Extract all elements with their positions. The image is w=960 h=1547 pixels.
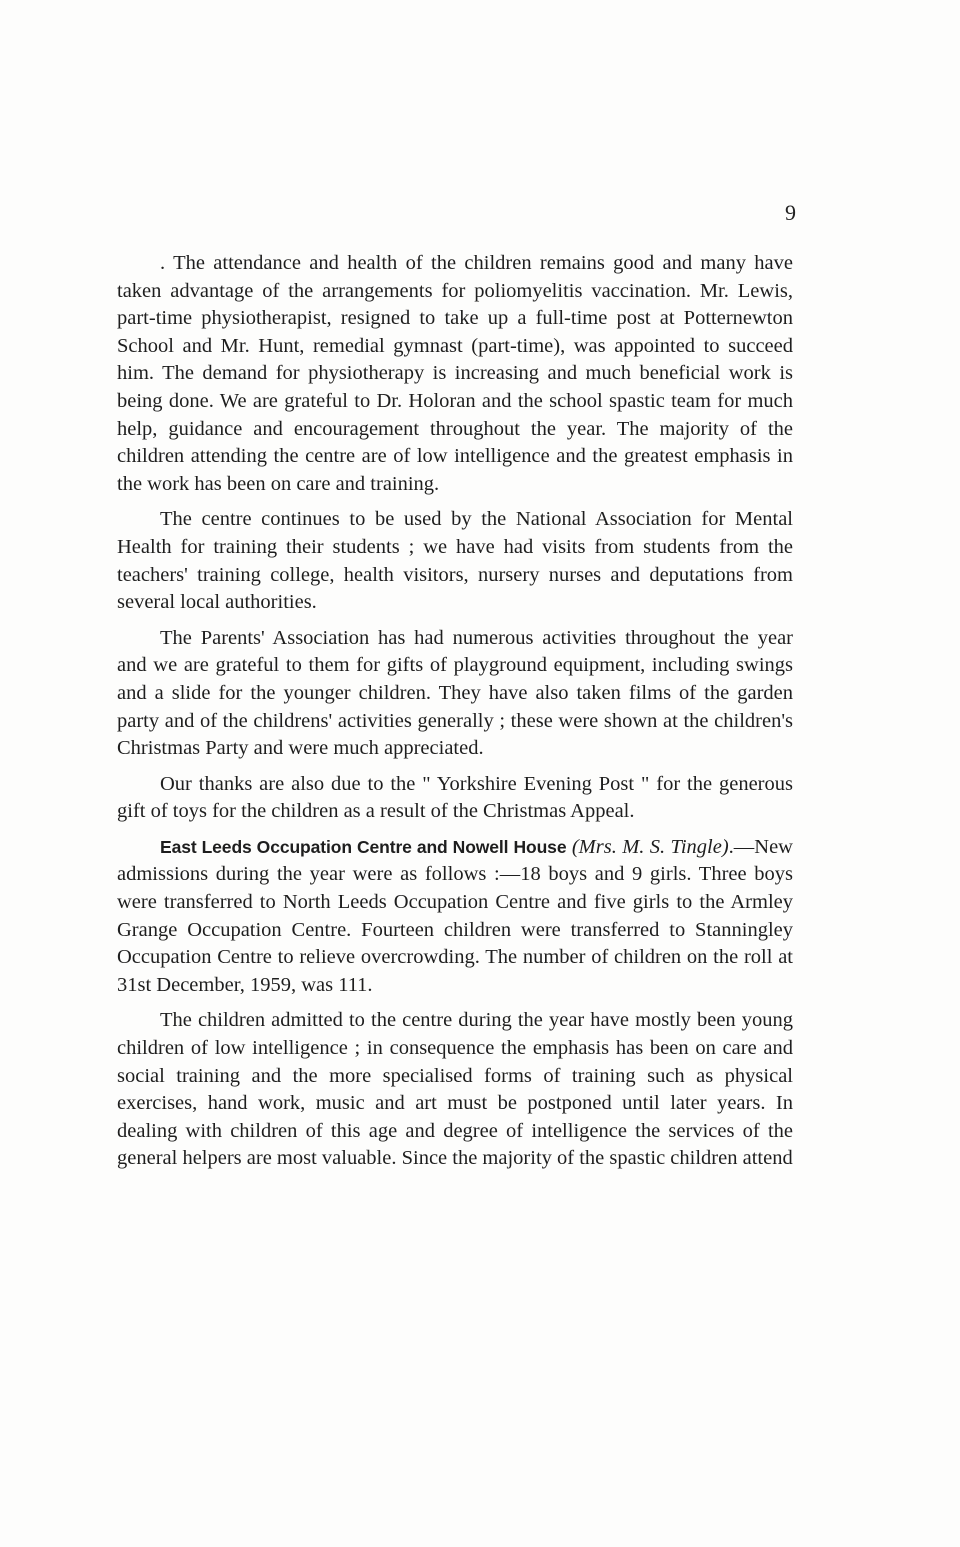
paragraph-thanks: Our thanks are also due to the " Yorkshire Evening Post " for the generous gift of toys for the children as a result of the Christmas Appeal.	[117, 772, 793, 823]
paragraph-east-leeds	[117, 834, 793, 1000]
attribution: (Mrs. M. S. Tingle)	[571, 835, 729, 858]
paragraph-admissions: The children admitted to the centre during the year have mostly been young children of low intelligence ; in consequence the emphasis has been on care and social training and the more specialised forms of training such as physical exercises, hand work, music and art must be postponed until later years. In dealing with children of this age and degree of intelligence the services of the general helpers are most valuable. Since the majority of the spastic children attend	[117, 1009, 793, 1170]
paragraph-parents-association: The Parents' Association has had numerous activities throughout the year and we are grateful to them for gifts of playground equipment, including swings and a slide for the younger children. They have also taken films of the garden party and of the childrens' activities generally ; these were shown at the children's Christmas Party and were much appreciated.	[117, 626, 793, 760]
paragraph-training-visits: The centre continues to be used by the National Association for Mental Health for training their students ; we have had visits from students from the teachers' training college, health visitors, nursery nurses and deputations from several local authorities.	[117, 508, 793, 614]
paragraph-east-leeds-text: .—New admissions during the year were as follows :—18 boys and 9 girls. Three boys were transferred to North Leeds Occupation Centre and five girls to the Armley Grange Occupation Centre. Fourteen children were transferred to Stanningley Occupation Centre to relieve overcrowding. The number of children on the roll at 31st December, 1959, was 111.	[117, 835, 793, 996]
body-text	[117, 250, 793, 1173]
section-heading: East Leeds Occupation Centre and Nowell House	[160, 836, 567, 857]
paragraph-attendance: . The attendance and health of the children remains good and many have taken advantage of the arrangements for poliomyelitis vaccination. Mr. Lewis, part-time physiotherapist, resigned to take up a full-time post at Potternewton School and Mr. Hunt, remedial gymnast (part-time), was appointed to succeed him. The demand for physiotherapy is increasing and much beneficial work is being done. We are grateful to Dr. Holoran and the school spastic team for much help, guidance and encouragement throughout the year. The majority of the children attending the centre are of low intelligence and the greatest emphasis in the work has been on care and training.	[117, 252, 793, 495]
page-number: 9	[785, 200, 796, 225]
